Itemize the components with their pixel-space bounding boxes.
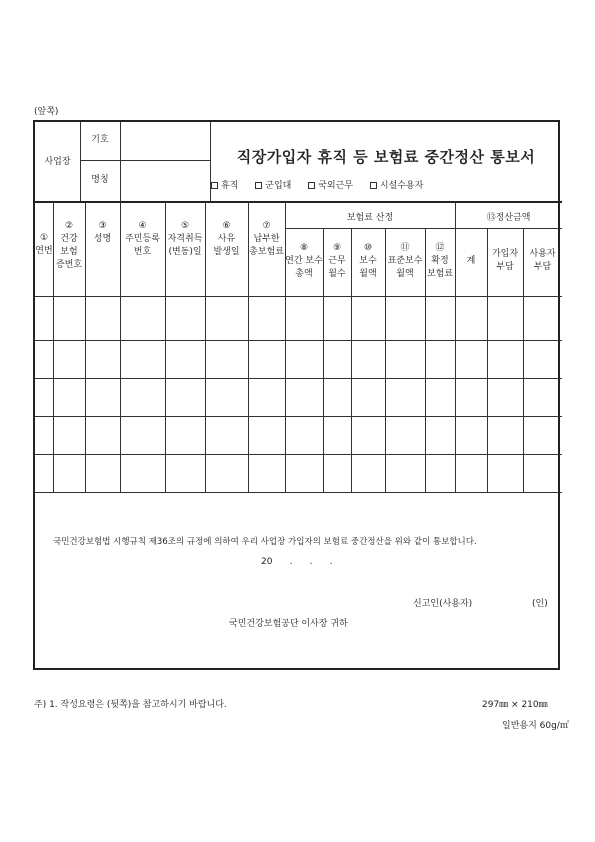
group-settlement: ⑬정산금액: [486, 213, 531, 223]
table-row[interactable]: [35, 379, 562, 416]
col-work-months: ⑨ 근무 월수: [328, 243, 346, 280]
option-facility[interactable]: 시설수용자: [370, 181, 423, 191]
checkbox-icon[interactable]: [308, 182, 315, 189]
notice-form: [33, 120, 560, 670]
col-paid-premium: ⑦ 납부한 총보험료: [249, 221, 284, 258]
col-acquisition-date: ⑤ 자격취득 (변동)일: [167, 221, 203, 258]
table-row[interactable]: [35, 455, 562, 492]
col-subscriber-share: 가입자 부담: [491, 249, 519, 273]
checkbox-icon[interactable]: [255, 182, 262, 189]
table-row[interactable]: [35, 341, 562, 378]
symbol-label: 기호: [91, 135, 109, 145]
table-row[interactable]: [35, 417, 562, 454]
form-title: 직장가입자 휴직 등 보험료 중간정산 통보서: [236, 148, 536, 166]
workplace-symbol-field[interactable]: [121, 124, 209, 158]
col-resident-no: ④ 주민등록 번호: [125, 221, 160, 258]
paper-size: 297㎜ × 210㎜: [482, 700, 548, 710]
col-occurrence-date: ⑥ 사유 발생일: [213, 221, 240, 258]
col-total: 계: [466, 256, 476, 266]
col-employer-share: 사용자 부담: [529, 249, 556, 273]
col-seq: ① 연번: [35, 233, 53, 257]
paper-type: 일반용지 60g/㎡: [502, 721, 569, 731]
col-annual-pay: ⑧ 연간 보수 총액: [285, 243, 323, 280]
footer-note: 주) 1. 작성요령은 (뒷쪽)을 참고하시기 바랍니다.: [34, 700, 227, 710]
col-standard-pay: ⑪ 표준보수 월액: [387, 243, 423, 280]
col-final-premium: ⑫ 확정 보험료: [426, 243, 454, 280]
front-side-label: (앞쪽): [34, 107, 59, 117]
name-label: 명칭: [91, 175, 109, 185]
col-name: ③ 성명: [93, 221, 112, 245]
option-overseas[interactable]: 국외근무: [308, 181, 353, 191]
statement-text: 국민건강보험법 시행규칙 제36조의 규정에 의하여 우리 사업장 가입자의 보험료 중간정산을 위와 같이 통보합니다.: [53, 537, 477, 547]
seal-mark[interactable]: (인): [532, 599, 548, 609]
workplace-label: 사업장: [44, 157, 71, 167]
signer-label: 신고인(사용자): [413, 599, 473, 609]
group-premium-calc: 보험료 산정: [346, 213, 394, 223]
addressee: 국민건강보험공단 이사장 귀하: [229, 619, 348, 629]
checkbox-icon[interactable]: [370, 182, 377, 189]
col-monthly-pay: ⑩ 보수 월액: [359, 243, 377, 280]
table-row[interactable]: [35, 297, 562, 340]
date-field[interactable]: 20 . . .: [261, 557, 333, 567]
checkbox-icon[interactable]: [211, 182, 218, 189]
option-military[interactable]: 군입대: [255, 181, 291, 191]
option-leave[interactable]: 휴직: [211, 181, 238, 191]
col-insurance-no: ② 건강 보험 증번호: [55, 221, 83, 271]
workplace-name-field[interactable]: [121, 162, 209, 200]
reason-options: [211, 178, 437, 191]
